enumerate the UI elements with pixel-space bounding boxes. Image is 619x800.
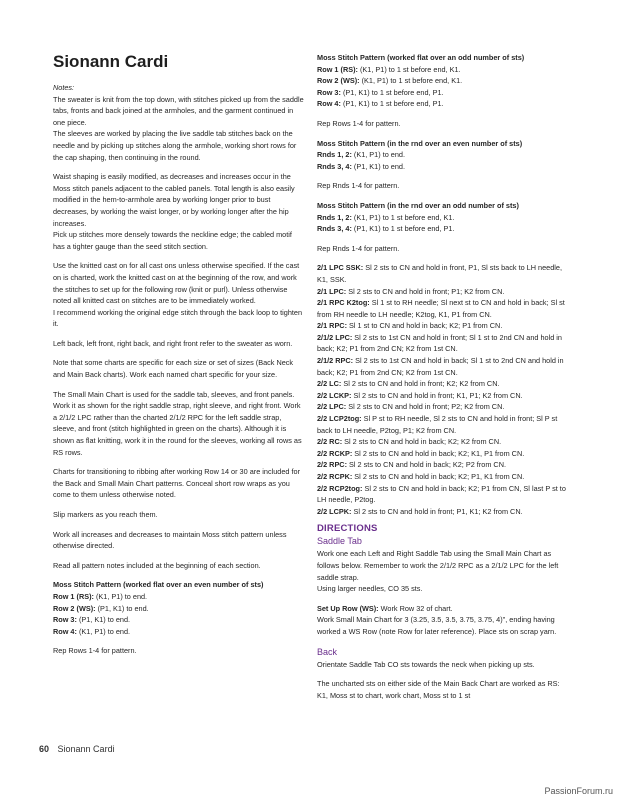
notes-label: Notes: [53, 83, 75, 92]
abbreviation-label: 2/2 RCPK: [317, 472, 353, 481]
abbreviation-label: 2/2 LCPK: [317, 506, 352, 516]
abbreviation-text: Sl 2 sts to CN and hold in back; K2; K2 from CN. [342, 437, 502, 447]
abbreviation-text: Sl 2 sts to CN and hold in front; K2; K2 from CN. [341, 379, 500, 389]
abbreviation-label: 2/2 LCP2tog: [317, 414, 362, 424]
abbreviation-entry [317, 355, 572, 378]
right-column [317, 52, 572, 709]
pattern-row-label: Row 1 (RS): [317, 64, 358, 74]
left-column [53, 52, 305, 665]
notes-paragraph: Charts for transitioning to ribbing after working Row 14 or 30 are included for the Back and Small Main Chart patterns. Conceal short row wraps as you come to them unless otherwise noted. [53, 467, 301, 500]
pattern-row-label: Row 1 (RS): [53, 591, 94, 601]
back-paragraph-2: The uncharted sts on either side of the Main Back Chart are worked as RS: K1, Moss st to chart, work chart, Moss st to 1 st [317, 679, 560, 700]
page-title: Sionann Cardi [53, 52, 169, 71]
abbreviation-entry [317, 506, 572, 518]
abbreviation-text: Sl 2 sts to CN and hold in back; K2; P1 from CN, Sl last P st to LH needle, P2tog. [317, 483, 566, 505]
notes-paragraph: Work all increases and decreases to maintain Moss stitch pattern unless otherwise directed. [53, 529, 287, 551]
abbreviation-entry [317, 448, 572, 460]
pattern-row-label: Row 2 (WS): [317, 76, 360, 86]
abbreviation-text: Sl 2 sts to CN and hold in back; K2; P1, K1 from CN. [352, 472, 525, 481]
abbreviation-label: 2/2 LPC: [317, 402, 347, 412]
pattern-row-text: (K1, P1) to end. [351, 150, 406, 160]
abbreviation-text: Sl 2 sts to 1st CN and hold in back; Sl 1 st to 2nd CN and hold in back; K2; P1 from 2nd CN; K2 from 1st CN. [317, 356, 564, 377]
pattern-row-label: Row 4: [317, 99, 341, 109]
abbreviation-entry [317, 390, 572, 402]
abbreviation-entry [317, 297, 572, 320]
cable-abbreviations [317, 262, 572, 517]
pattern-row-text: (K1, P1) to end. [93, 591, 148, 601]
notes-paragraph: The sweater is knit from the top down, with stitches picked up from the saddle tabs, fronts and back joined at the armholes, and the garment continued in one piece. The sleeves are worked by placing the live saddle tab stitches back on the needle and by picking up stitches along the armhole, working short rows for the cap shaping, then continuing in the round. [53, 94, 304, 162]
abbreviation-text: Sl 2 sts to 1st CN and hold in front; Sl 1 st to 2nd CN and hold in back; K2; P1 from 2nd CN; K2 from 1st CN. [317, 332, 562, 354]
pattern-row-text: (K1, P1) to end. [76, 626, 131, 636]
pattern-row-text: (P1, K1) to 1 st before end, P1. [351, 224, 455, 234]
abbreviation-text: Sl 1 st to RH needle; Sl next st to CN and hold in back; Sl st from RH needle to LH needle; K2tog, K1, P1 from CN. [317, 298, 565, 319]
abbreviation-label: 2/2 RC: [317, 437, 343, 447]
pattern-row-label: Row 3: [317, 87, 341, 97]
abbreviation-text: Sl 2 sts to CN and hold in front; P2; K2 from CN. [346, 402, 505, 412]
moss-flat-even-repeat: Rep Rows 1-4 for pattern. [53, 646, 137, 656]
abbreviation-label: 2/1 LPC: [317, 286, 347, 296]
abbreviation-entry [317, 413, 572, 436]
setup-row-label: Set Up Row (WS): [317, 603, 379, 613]
pattern-row-label: Rnds 3, 4: [317, 161, 352, 171]
moss-flat-even-heading: Moss Stitch Pattern (worked flat over an even number of sts) [53, 580, 264, 590]
abbreviation-label: 2/2 LC: [317, 379, 342, 389]
abbreviation-text: Sl 2 sts to CN and hold in front; K1, P1; K2 from CN. [351, 390, 523, 400]
moss-flat-odd-heading: Moss Stitch Pattern (worked flat over an odd number of sts) [317, 53, 525, 62]
abbreviation-entry [317, 332, 572, 355]
abbreviation-text: Sl 2 sts to CN and hold in front, P1, Sl sts back to LH needle, K1, SSK. [317, 263, 562, 284]
pattern-row [317, 161, 572, 173]
pattern-row [317, 98, 572, 110]
abbreviation-entry [317, 320, 572, 332]
abbreviation-text: Sl 2 sts to CN and hold in back; K2; K1, P1 from CN. [352, 448, 525, 458]
pattern-row [317, 212, 572, 224]
moss-rnd-odd-rows [317, 212, 572, 235]
abbreviation-text: Sl 2 sts to CN and hold in front; P1; K2 from CN. [346, 286, 505, 296]
notes-paragraph: Note that some charts are specific for each size or set of sizes (Back Neck and Main Back charts). Work each named chart specific for your size. [53, 358, 294, 380]
saddle-tab-heading: Saddle Tab [317, 536, 362, 547]
abbreviation-label: 2/1 LPC SSK: [317, 263, 364, 273]
abbreviation-entry [317, 286, 572, 298]
back-heading: Back [317, 646, 338, 657]
watermark: PassionForum.ru [544, 786, 613, 796]
abbreviation-text: Sl 1 st to CN and hold in back; K2; P1 from CN. [347, 321, 503, 331]
moss-flat-odd-repeat: Rep Rows 1-4 for pattern. [317, 118, 401, 128]
abbreviation-entry [317, 262, 572, 285]
abbreviation-entry [317, 459, 572, 471]
pattern-row-text: (K1, P1) to 1 st before end, K1. [359, 76, 463, 86]
moss-rnd-odd-section [317, 200, 572, 254]
pattern-row-text: (K1, P1) to 1 st before end, K1. [357, 64, 461, 74]
abbreviation-label: 2/2 RCKP: [317, 448, 353, 458]
pattern-row-label: Row 3: [53, 615, 77, 625]
pattern-row-text: (P1, K1) to 1 st before end, P1. [340, 99, 444, 109]
abbreviation-text: Sl 2 sts to CN and hold in back; K2; P2 from CN. [347, 460, 506, 470]
pattern-row [317, 75, 572, 87]
back-paragraph-1: Orientate Saddle Tab CO sts towards the neck when picking up sts. [317, 659, 535, 669]
pattern-row [317, 149, 572, 161]
moss-flat-even-rows [53, 591, 305, 637]
abbreviation-label: 2/1/2 RPC: [317, 356, 354, 366]
moss-rnd-even-repeat: Rep Rnds 1-4 for pattern. [317, 181, 400, 191]
abbreviation-label: 2/1 RPC K2tog: [317, 298, 370, 308]
abbreviation-text: Sl 2 sts to CN and hold in front; P1, K1; K2 from CN. [351, 506, 523, 516]
pattern-row [53, 603, 305, 615]
moss-rnd-even-rows [317, 149, 572, 172]
pattern-row-label: Rnds 3, 4: [317, 224, 352, 234]
pattern-row-text: (P1, K1) to end. [95, 603, 149, 613]
pattern-row [317, 64, 572, 76]
moss-rnd-even-heading: Moss Stitch Pattern (in the rnd over an even number of sts) [317, 138, 523, 148]
setup-row-text: Work Row 32 of chart. [378, 603, 453, 613]
saddle-tab-paragraph: Work one each Left and Right Saddle Tab using the Small Main Chart as follows below. Remember to work the 2/1/2 RPC as a 2/1/2 LPC for the left saddle strap. Using larger needles, CO 35 sts. [317, 549, 559, 594]
abbreviation-text: Sl P st to RH needle, Sl 2 sts to CN and hold in front; Sl P st back to LH needle, P2tog, P1; K2 from CN. [317, 414, 558, 435]
notes-paragraph: Left back, left front, right back, and right front refer to the sweater as worn. [53, 338, 293, 348]
pattern-row [317, 87, 572, 99]
abbreviation-label: 2/2 RCP2tog: [317, 483, 363, 493]
pattern-row-label: Row 4: [53, 626, 77, 636]
moss-flat-odd-section [317, 52, 572, 130]
page-number: 60 [39, 744, 50, 754]
notes-paragraph: Use the knitted cast on for all cast ons unless otherwise specified. If the cast on is charted, work the knitted cast on at the beginning of the row, and work the stitches to set up for the following row (knit or purl). Unless otherwise noted all knitted cast on stitches are to be immediately worked. I recommend working the original edge stitch through the back loop to tighten it. [53, 261, 303, 329]
pattern-row [53, 591, 305, 603]
setup-row [317, 603, 572, 615]
abbreviation-label: 2/2 RPC: [317, 460, 348, 470]
footer-title: Sionann Cardi [57, 744, 115, 754]
abbreviation-entry [317, 436, 572, 448]
abbreviation-entry [317, 401, 572, 413]
notes-paragraphs [53, 94, 305, 572]
pattern-row-text: (P1, K1) to end. [76, 615, 131, 625]
moss-rnd-odd-heading: Moss Stitch Pattern (in the rnd over an odd number of sts) [317, 200, 519, 210]
pattern-row-label: Rnds 1, 2: [317, 150, 352, 160]
notes-paragraph: Read all pattern notes included at the beginning of each section. [53, 560, 261, 570]
abbreviation-label: 2/2 LCKP: [317, 390, 352, 400]
pattern-row-text: (K1, P1) to 1 st before end, K1. [351, 212, 455, 222]
moss-flat-odd-rows [317, 64, 572, 110]
abbreviation-entry [317, 471, 572, 483]
pattern-row-text: (P1, K1) to 1 st before end, P1. [340, 87, 444, 97]
abbreviation-label: 2/1/2 LPC: [317, 332, 353, 342]
moss-flat-even-section [53, 579, 305, 657]
moss-rnd-odd-repeat: Rep Rnds 1-4 for pattern. [317, 243, 400, 253]
notes-paragraph: The Small Main Chart is used for the saddle tab, sleeves, and front panels. Work it as shown for the right saddle strap, right sleeve, and right front. Work a 2/1/2 LPC rather than the charted 2/1/2 RPC for the left saddle strap, sleeve, and front (stitch highlighted in green on the charts). Although it is shown as flat knitting, work it in the round for the sleeves, working all rows as RS rows. [53, 389, 302, 457]
pattern-row [317, 223, 572, 235]
directions-heading: DIRECTIONS [317, 523, 378, 535]
pattern-row-label: Rnds 1, 2: [317, 212, 352, 222]
pattern-row [53, 626, 305, 638]
page-footer [39, 744, 115, 754]
saddle-tab-paragraph-2: Work Small Main Chart for 3 (3.25, 3.5, 3.5, 3.75, 3.75, 4)", ending having worked a WS Row (note Row for later reference). Place sts on scrap yarn. [317, 615, 557, 636]
abbreviation-label: 2/1 RPC: [317, 321, 348, 331]
pattern-row-label: Row 2 (WS): [53, 603, 96, 613]
pattern-row-text: (P1, K1) to end. [351, 161, 406, 171]
notes-paragraph: Waist shaping is easily modified, as decreases and increases occur in the Moss stitch panels adjacent to the cabled panels. Total length is also easily modified in the hem-to-armhole area by working longer prior to bust decreases, by working the waist longer, or by working longer after the hip increases. Pick up stitches more densely towards the neckline edge; the cabled motif has a tighter gauge than the seed stitch section. [53, 172, 295, 251]
notes-paragraph: Slip markers as you reach them. [53, 510, 158, 519]
abbreviation-entry [317, 483, 572, 506]
moss-rnd-even-section [317, 138, 572, 192]
pattern-row [53, 614, 305, 626]
abbreviation-entry [317, 378, 572, 390]
